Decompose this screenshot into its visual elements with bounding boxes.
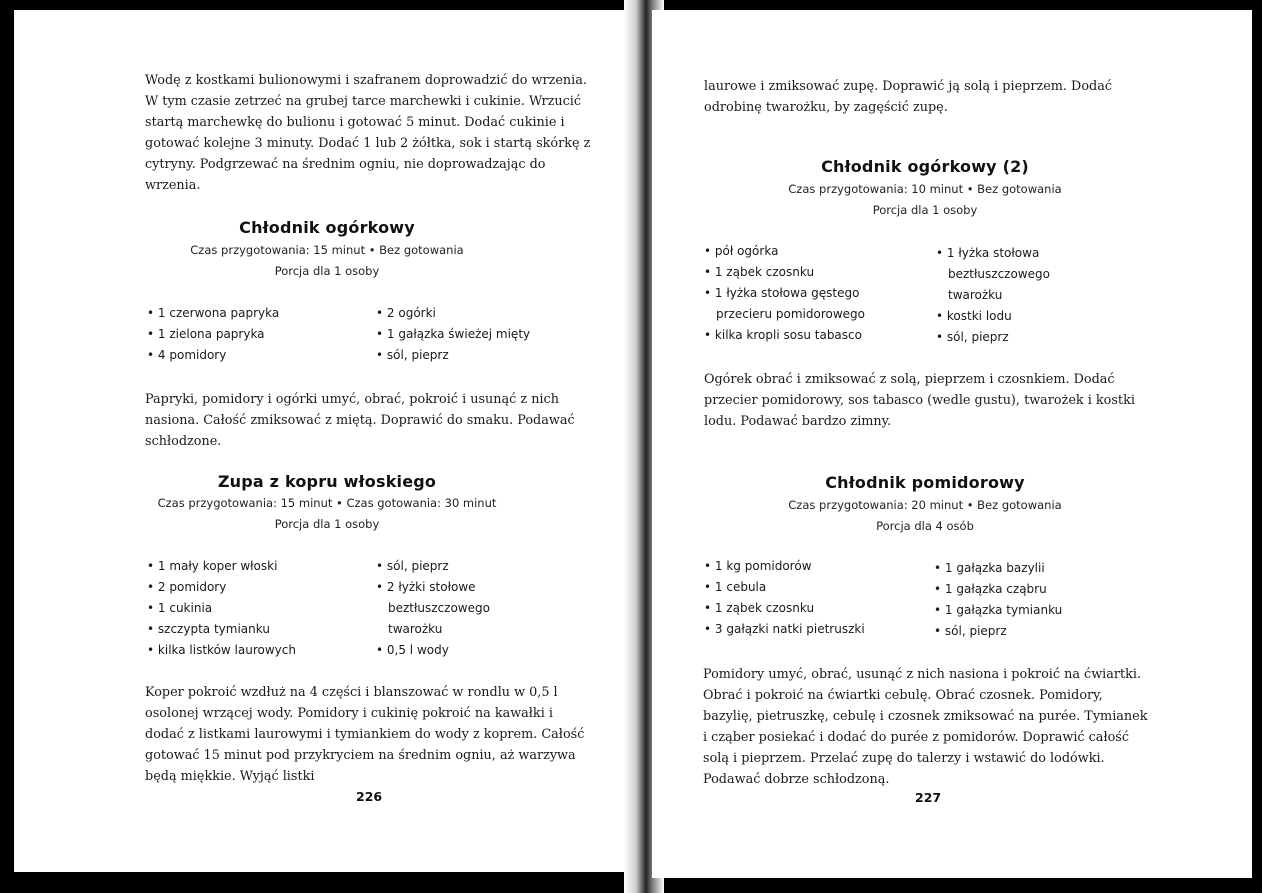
intro-paragraph: Wodę z kostkami bulionowymi i szafranem doprowadzić do wrzenia. W tym czasie zetrzeć na grubej tarce marchewki i cukinie. Wrzucić startą marchewkę do bulionu i gotować 5 minut. Dodać cukinie i gotować kolejne 3 minuty. Dodać 1 lub 2 żółtka, sok i startą skórkę z cytryny. Podgrzewać na średnim ogniu, nie doprowadzając do wrzenia. — [145, 73, 591, 193]
intro-paragraph: laurowe i zmiksować zupę. Doprawić ją solą i pieprzem. Dodać odrobinę twarożku, by zagęścić zupę. — [704, 79, 1113, 115]
ingredient-item: • 1 gałązka cząbru — [934, 579, 1134, 600]
recipe-portion: Porcja dla 1 osoby — [274, 517, 380, 531]
ingredient-item: • szczypta tymianku — [147, 619, 362, 640]
recipe-time: Czas przygotowania: 10 minut • Bez gotowania — [788, 182, 1062, 196]
ingredient-item: • 1 czerwona papryka — [147, 303, 362, 324]
page-number: 227 — [915, 790, 942, 805]
ingredient-item: • sól, pieprz — [376, 556, 516, 577]
ingredient-item: • kilka kropli sosu tabasco — [704, 325, 919, 346]
recipe-time: Czas przygotowania: 20 minut • Bez gotowania — [788, 498, 1062, 512]
right-page — [652, 10, 1252, 878]
ingredient-item: • 1 łyżka stołowa gęstego przecieru pomidorowego — [704, 283, 919, 325]
recipe-portion: Porcja dla 1 osoby — [872, 203, 978, 217]
ingredient-item: • 3 gałązki natki pietruszki — [704, 619, 919, 640]
recipe-title: Chłodnik ogórkowy (2) — [821, 157, 1029, 176]
recipe-title: Chłodnik pomidorowy — [825, 473, 1025, 492]
ingredient-item: • kostki lodu — [936, 306, 1064, 327]
ingredient-item: • sól, pieprz — [936, 327, 1064, 348]
left-page — [14, 10, 640, 872]
ingredients-col2 — [376, 556, 516, 661]
ingredient-item: • 1 cukinia — [147, 598, 362, 619]
page-number: 226 — [356, 789, 383, 804]
ingredient-item: • 1 kg pomidorów — [704, 556, 919, 577]
recipe-title: Chłodnik ogórkowy — [239, 218, 415, 237]
ingredient-item: • 0,5 l wody — [376, 640, 516, 661]
ingredient-item: • 1 ząbek czosnku — [704, 598, 919, 619]
ingredient-item: • 1 gałązka świeżej mięty — [376, 324, 576, 345]
ingredient-item: • 1 gałązka bazylii — [934, 558, 1134, 579]
ingredient-item: • 1 cebula — [704, 577, 919, 598]
ingredient-item: • sól, pieprz — [934, 621, 1134, 642]
recipe-instructions: Papryki, pomidory i ogórki umyć, obrać, pokroić i usunąć z nich nasiona. Całość zmiksować z miętą. Doprawić do smaku. Podawać schłodzone. — [145, 392, 575, 449]
recipe-portion: Porcja dla 1 osoby — [274, 264, 380, 278]
recipe-instructions: Koper pokroić wzdłuż na 4 części i blanszować w rondlu w 0,5 l osolonej wrzącej wody. Pomidory i cukinię pokroić na kawałki i dodać z listkami laurowymi i tymiankiem do wody z koprem. Całość gotować 15 minut pod przykryciem na średnim ogniu, aż warzywa będą miękkie. Wyjąć listki — [145, 685, 585, 784]
ingredient-item: • kilka listków laurowych — [147, 640, 362, 661]
ingredients-col1 — [147, 303, 362, 366]
recipe-instructions: Pomidory umyć, obrać, usunąć z nich nasiona i pokroić na ćwiartki. Obrać i pokroić na ćwiartki cebulę. Obrać czosnek. Pomidory, bazylię, pietruszkę, cebulę i czosnek zmiksować na purée. Tymianek i cząber posiekać i dodać do purée z pomidorów. Doprawić całość solą i pieprzem. Przelać zupę do talerzy i wstawić do lodówki. Podawać dobrze schłodzoną. — [703, 667, 1148, 787]
ingredient-item: • 2 pomidory — [147, 577, 362, 598]
ingredient-item: • 2 ogórki — [376, 303, 576, 324]
recipe-title: Zupa z kopru włoskiego — [217, 472, 437, 491]
ingredient-item: • 1 mały koper włoski — [147, 556, 362, 577]
recipe-time: Czas przygotowania: 15 minut • Bez gotowania — [190, 243, 464, 257]
recipe-portion: Porcja dla 4 osób — [876, 519, 974, 533]
recipe-time: Czas przygotowania: 15 minut • Czas gotowania: 30 minut — [157, 496, 497, 510]
ingredients-col2 — [934, 558, 1134, 642]
ingredient-item: • sól, pieprz — [376, 345, 576, 366]
ingredients-col1 — [704, 556, 919, 640]
ingredients-col1 — [147, 556, 362, 661]
ingredient-item: • 4 pomidory — [147, 345, 362, 366]
ingredients-col2 — [376, 303, 576, 366]
ingredient-item: • 1 zielona papryka — [147, 324, 362, 345]
ingredients-col1 — [704, 241, 919, 346]
ingredient-item: • 1 ząbek czosnku — [704, 262, 919, 283]
ingredient-item: • pół ogórka — [704, 241, 919, 262]
ingredients-col2 — [936, 243, 1064, 348]
recipe-instructions: Ogórek obrać i zmiksować z solą, pieprzem i czosnkiem. Dodać przecier pomidorowy, sos tabasco (wedle gustu), twarożek i kostki lodu. Podawać bardzo zimny. — [704, 372, 1135, 429]
ingredient-item: • 1 łyżka stołowa beztłuszczowego twarożku — [936, 243, 1064, 306]
ingredient-item: • 2 łyżki stołowe beztłuszczowego twarożku — [376, 577, 516, 640]
ingredient-item: • 1 gałązka tymianku — [934, 600, 1134, 621]
